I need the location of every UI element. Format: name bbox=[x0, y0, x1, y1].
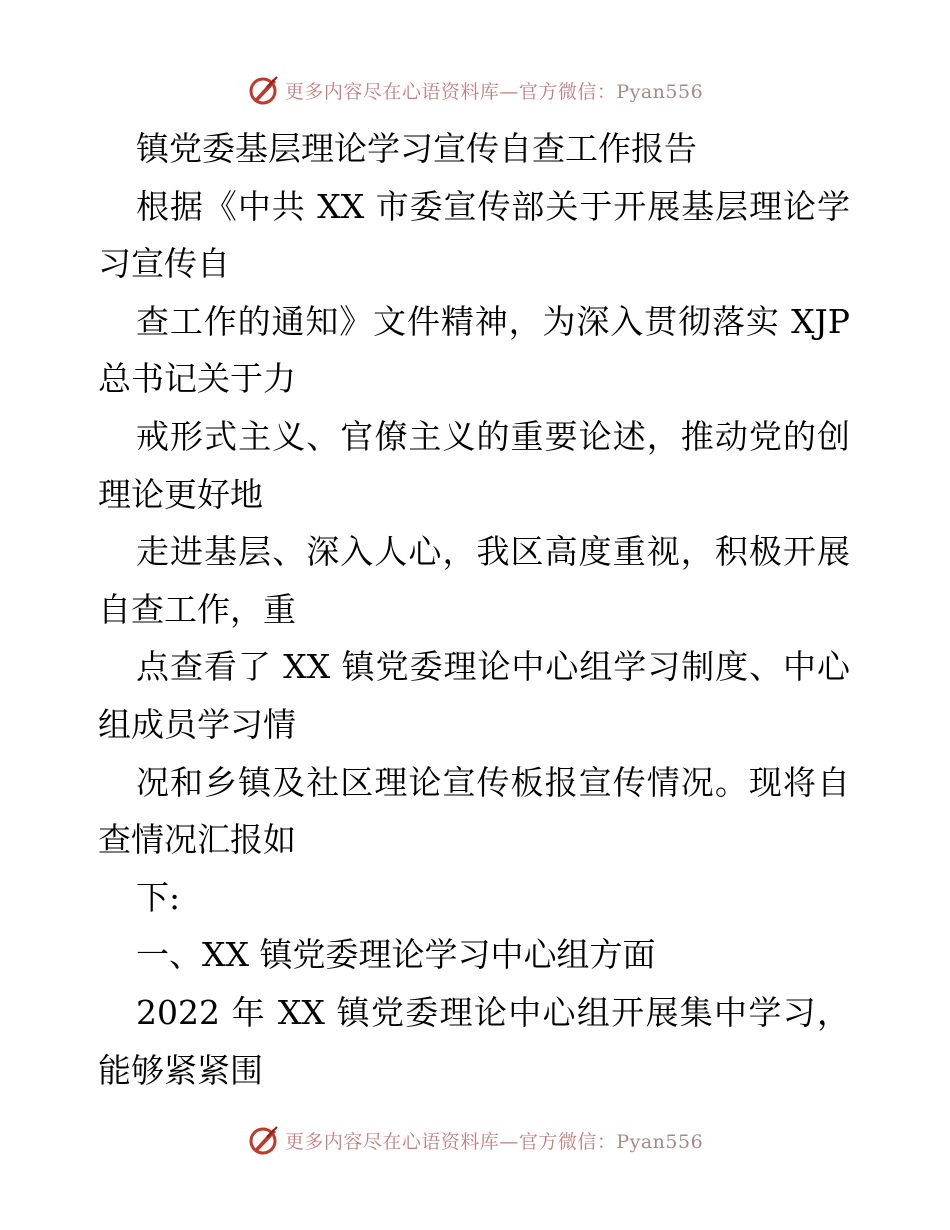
text-line: 查情况汇报如 bbox=[98, 820, 296, 860]
doc-title: 镇党委基层理论学习宣传自查工作报告 bbox=[136, 129, 697, 168]
document-body bbox=[98, 120, 850, 1099]
text-line: 总书记关于力 bbox=[98, 359, 296, 399]
footer-watermark bbox=[0, 1120, 950, 1160]
text-line: 下: bbox=[136, 877, 181, 917]
watermark-text: 更多内容尽在心语资料库—官方微信：Pyan556 bbox=[284, 80, 704, 103]
text-line: 2022 年 XX 镇党委理论中心组开展集中学习， bbox=[136, 992, 850, 1032]
text-line: 况和乡镇及社区理论宣传板报宣传情况。现将自 bbox=[136, 762, 850, 802]
text-line: 理论更好地 bbox=[98, 474, 263, 514]
text-line: 组成员学习情 bbox=[98, 704, 296, 744]
red-quill-logo-icon bbox=[247, 73, 281, 107]
text-line: 点查看了 XX 镇党委理论中心组学习制度、中心 bbox=[136, 647, 850, 687]
text-line: 习宣传自 bbox=[98, 244, 230, 284]
text-line: 戒形式主义、官僚主义的重要论述，推动党的创 bbox=[136, 416, 850, 456]
red-quill-logo-icon bbox=[247, 1123, 281, 1157]
text-line: 自查工作，重 bbox=[98, 589, 296, 629]
text-line: 走进基层、深入人心，我区高度重视，积极开展 bbox=[136, 532, 850, 572]
text-line: 根据《中共 XX 市委宣传部关于开展基层理论学 bbox=[136, 186, 850, 226]
header-watermark bbox=[0, 70, 950, 110]
text-line: 查工作的通知》文件精神，为深入贯彻落实 XJP bbox=[136, 301, 850, 341]
watermark-text: 更多内容尽在心语资料库—官方微信：Pyan556 bbox=[284, 1130, 704, 1153]
section-heading: 一、XX 镇党委理论学习中心组方面 bbox=[136, 935, 656, 975]
text-line: 能够紧紧围 bbox=[98, 1050, 263, 1090]
